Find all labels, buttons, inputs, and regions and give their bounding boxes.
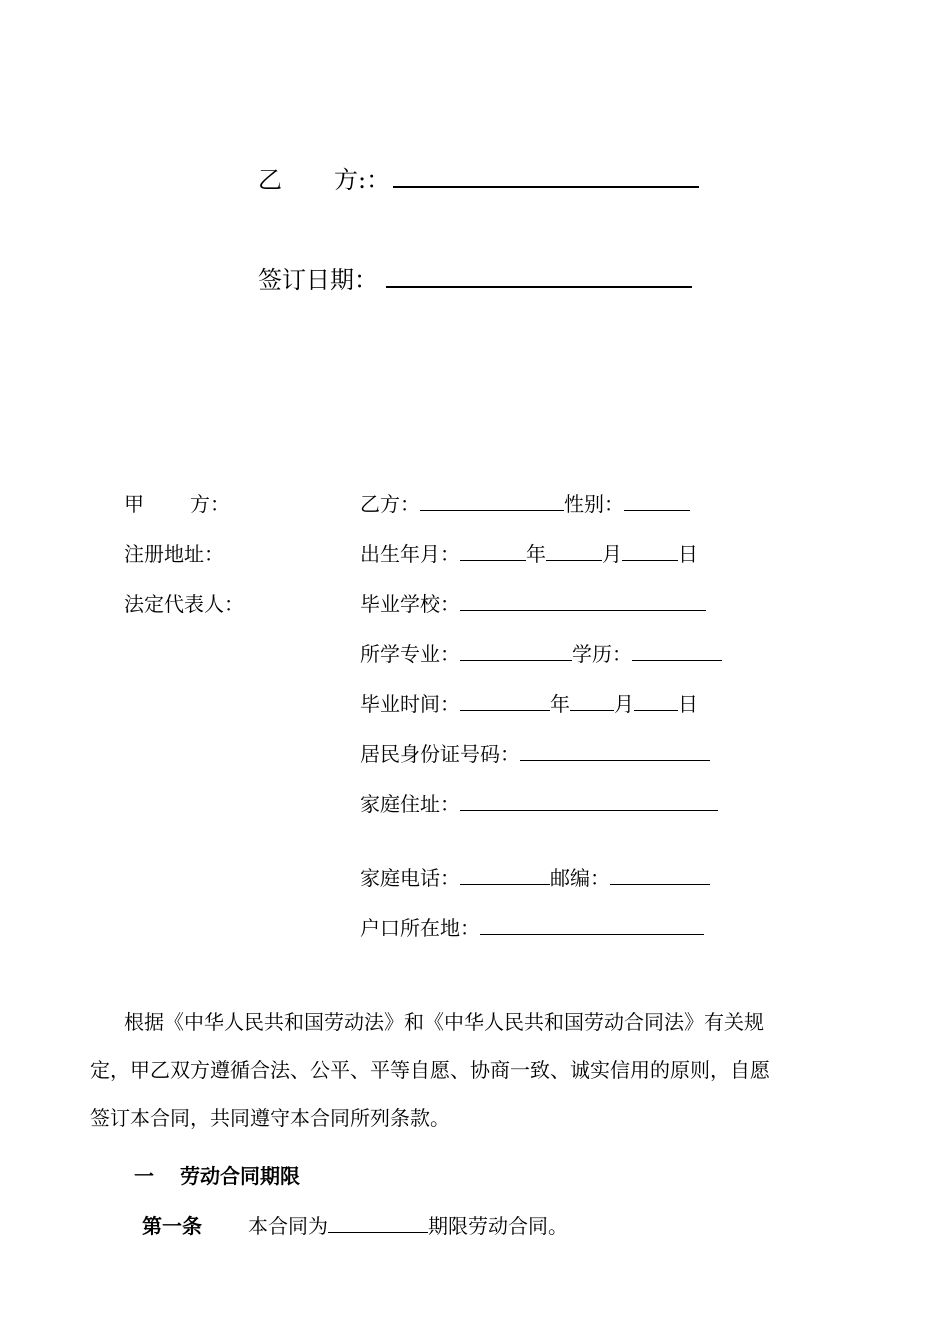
id-blank[interactable] (520, 740, 710, 761)
education-label: 学历： (572, 642, 632, 666)
id-row (360, 738, 710, 767)
cover-sign-date-blank[interactable] (386, 286, 692, 288)
grad-time-label: 毕业时间： (360, 692, 460, 716)
cover-party-b-blank[interactable] (393, 186, 699, 188)
month-label: 月 (602, 542, 622, 566)
article-1-text-before: 本合同为 (248, 1214, 328, 1238)
home-address-label: 家庭住址： (360, 792, 460, 816)
article-1-text-after: 期限劳动合同。 (428, 1214, 568, 1238)
home-address-blank[interactable] (460, 790, 718, 811)
major-blank[interactable] (460, 640, 572, 661)
grad-day-label: 日 (678, 692, 698, 716)
postcode-blank[interactable] (610, 864, 710, 885)
home-address-row (360, 788, 718, 817)
birth-day-blank[interactable] (622, 540, 678, 561)
party-a-rep-label: 法定代表人： (124, 592, 244, 616)
grad-year-blank[interactable] (460, 690, 550, 711)
party-a-address-label: 注册地址： (124, 542, 224, 566)
party-b-fang: 方:： (334, 166, 391, 194)
hukou-row (360, 912, 704, 941)
party-b-name-blank[interactable] (420, 490, 564, 511)
cover-party-b-label (258, 160, 390, 195)
section-1-heading (134, 1160, 300, 1189)
phone-row (360, 862, 710, 891)
grad-month-label: 月 (614, 692, 634, 716)
grad-day-blank[interactable] (634, 690, 678, 711)
article-1-label: 第一条 (142, 1214, 202, 1238)
section-1-title: 劳动合同期限 (180, 1164, 300, 1188)
school-row (360, 588, 706, 617)
preamble-line-3: 签订本合同，共同遵守本合同所列条款。 (90, 1106, 450, 1130)
year-label: 年 (526, 542, 546, 566)
party-b-name-label: 乙方： (360, 492, 420, 516)
article-1 (142, 1210, 568, 1239)
gender-blank[interactable] (624, 490, 690, 511)
birth-label: 出生年月： (360, 542, 460, 566)
cover-sign-date-label: 签订日期： (258, 266, 378, 294)
major-label: 所学专业： (360, 642, 460, 666)
hukou-blank[interactable] (480, 914, 704, 935)
gender-label: 性别： (564, 492, 624, 516)
major-row (360, 638, 722, 667)
school-blank[interactable] (460, 590, 706, 611)
hukou-label: 户口所在地： (360, 916, 480, 940)
education-blank[interactable] (632, 640, 722, 661)
section-1-number: 一 (134, 1164, 154, 1188)
postcode-label: 邮编： (550, 866, 610, 890)
party-a-char: 甲 (124, 492, 144, 516)
party-a-fang: 方： (190, 492, 230, 516)
birth-row (360, 538, 698, 567)
preamble-line-2: 定，甲乙双方遵循合法、公平、平等自愿、协商一致、诚实信用的原则，自愿 (90, 1058, 770, 1082)
birth-year-blank[interactable] (460, 540, 526, 561)
day-label: 日 (678, 542, 698, 566)
contract-term-blank[interactable] (328, 1212, 428, 1233)
party-b-char: 乙 (258, 166, 282, 194)
id-label: 居民身份证号码： (360, 742, 520, 766)
home-phone-blank[interactable] (460, 864, 550, 885)
grad-month-blank[interactable] (570, 690, 614, 711)
grad-time-row (360, 688, 698, 717)
party-a-name-label (124, 488, 230, 517)
preamble-paragraph (90, 998, 865, 1142)
school-label: 毕业学校： (360, 592, 460, 616)
grad-year-label: 年 (550, 692, 570, 716)
preamble-line-1: 根据《中华人民共和国劳动法》和《中华人民共和国劳动合同法》有关规 (124, 1010, 764, 1034)
home-phone-label: 家庭电话： (360, 866, 460, 890)
birth-month-blank[interactable] (546, 540, 602, 561)
party-b-name-row (360, 488, 690, 517)
